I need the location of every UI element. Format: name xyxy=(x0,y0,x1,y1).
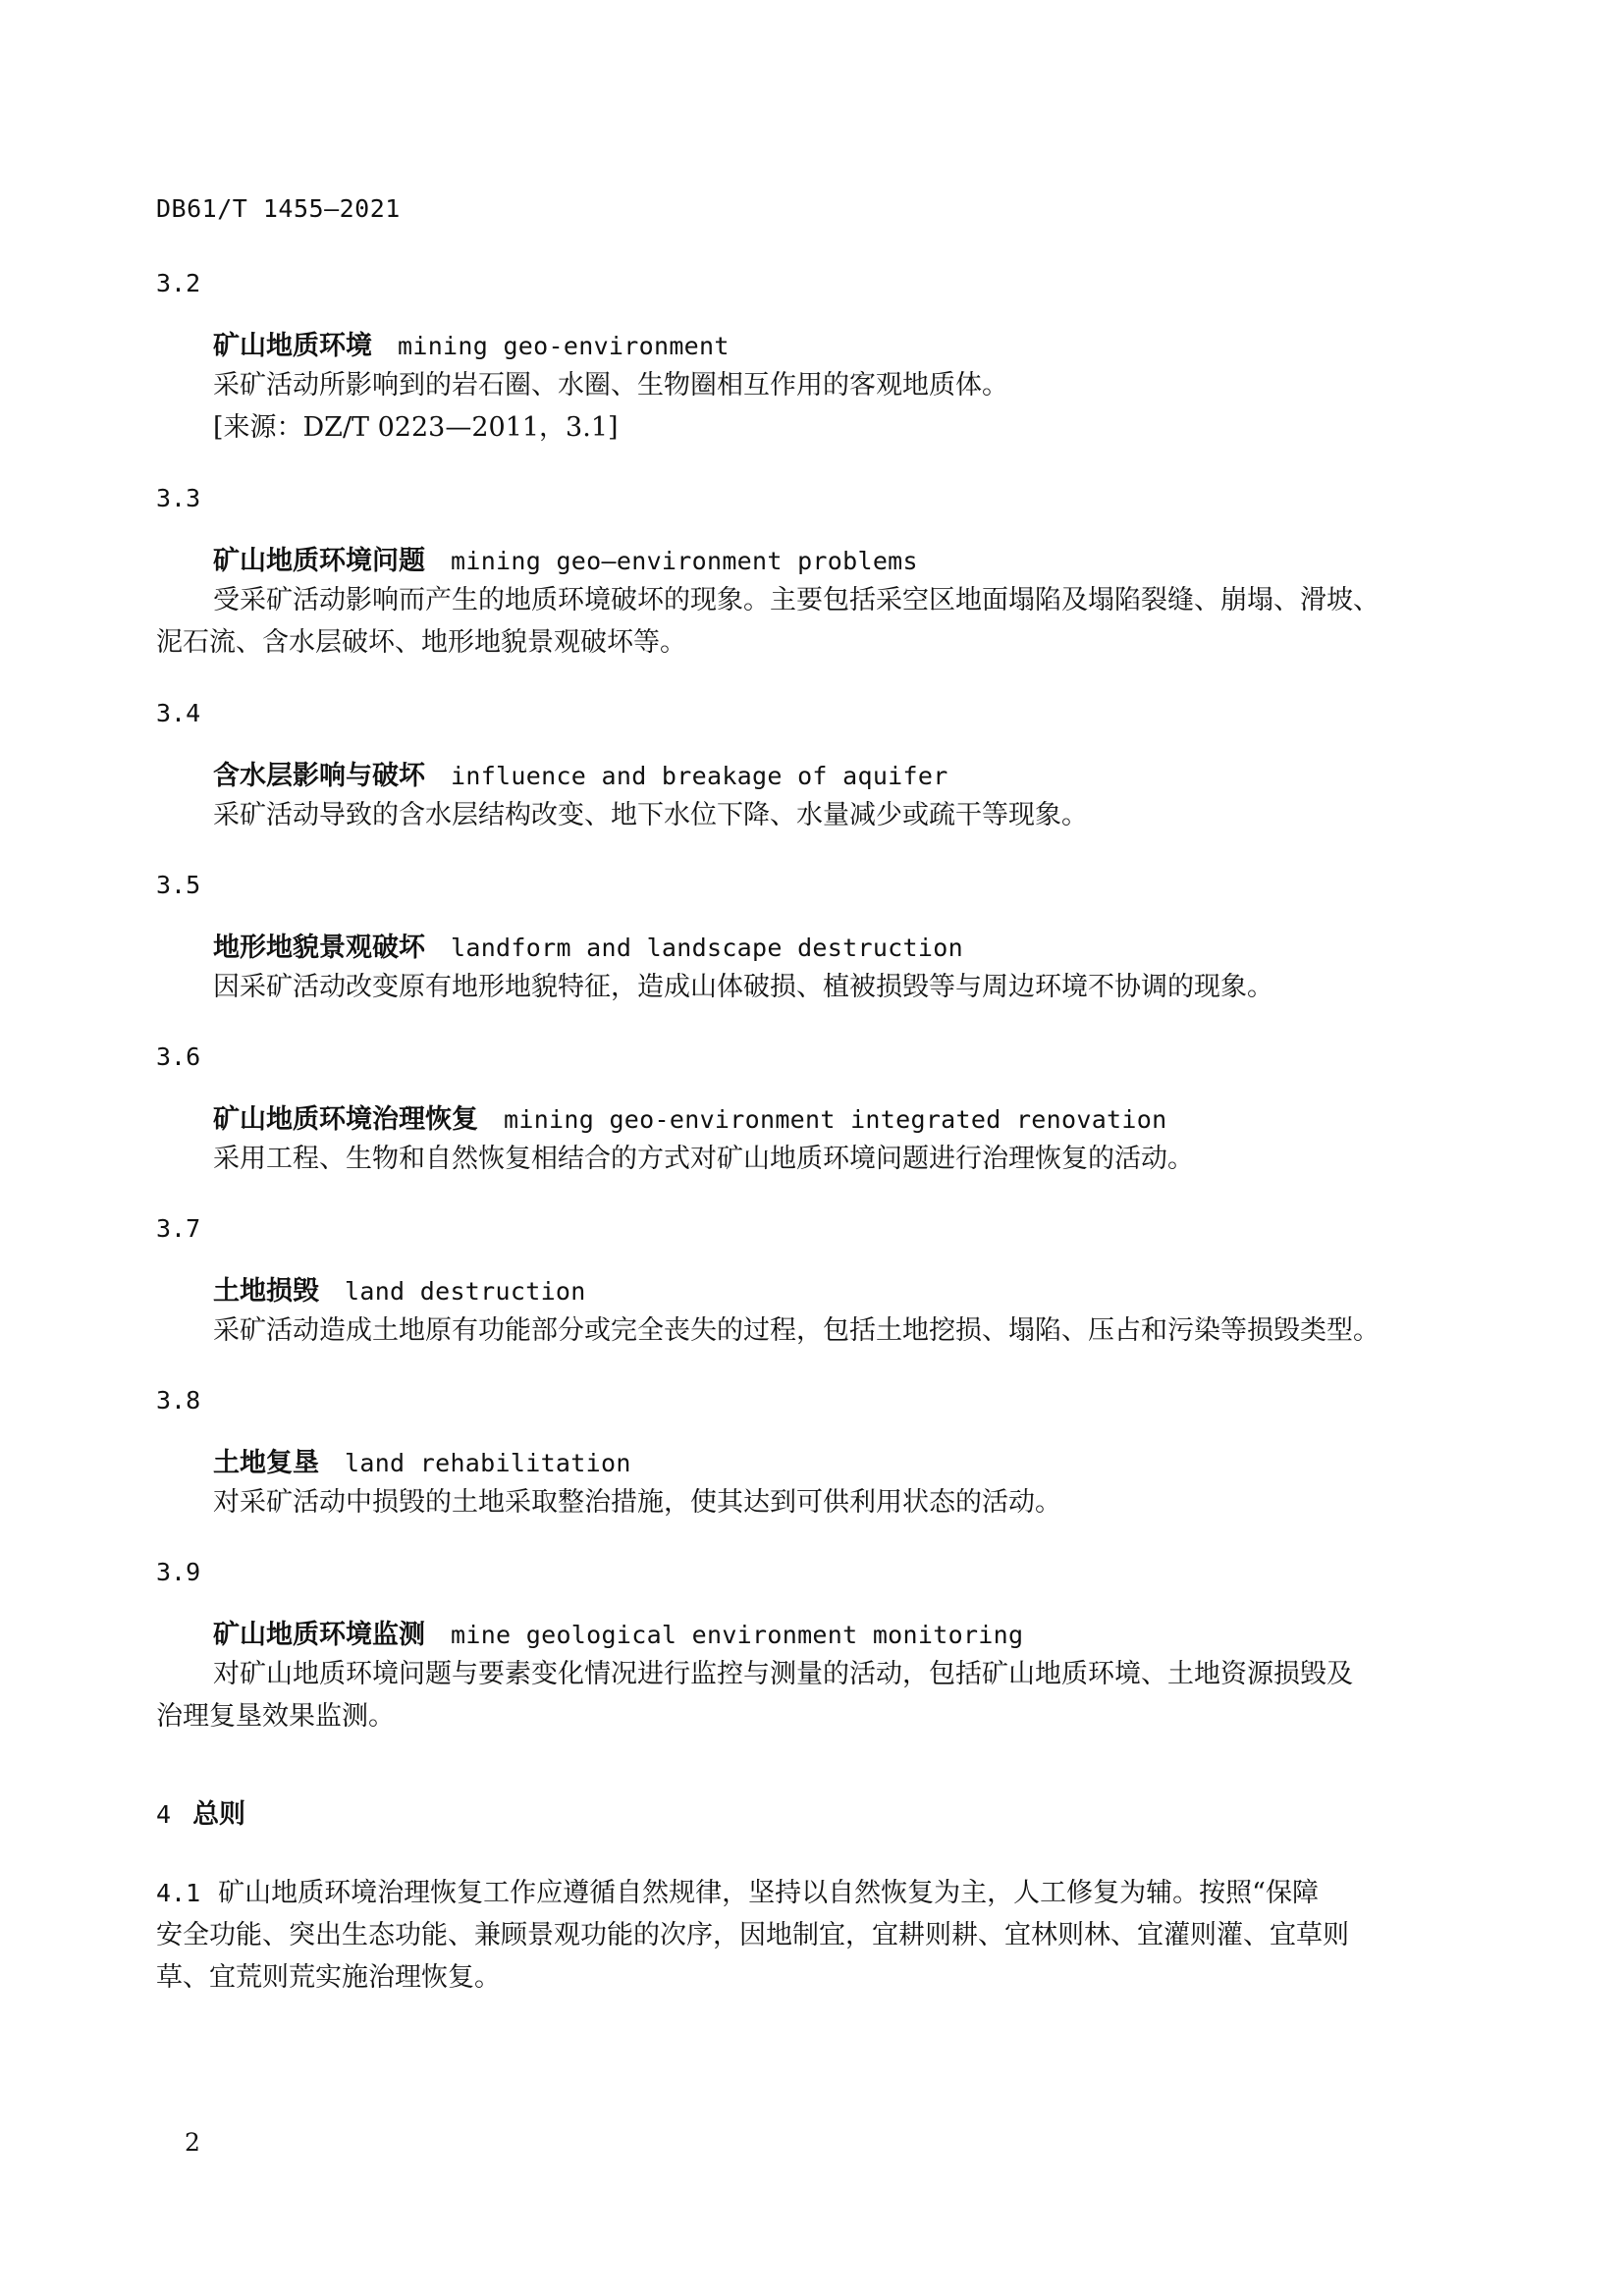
entry-number: 3.3 xyxy=(156,484,201,512)
entry-number: 3.2 xyxy=(156,269,201,297)
term-entry-3-5 xyxy=(156,869,1452,1008)
term-heading xyxy=(156,1274,1452,1309)
section-number: 4 xyxy=(156,1800,172,1829)
term-chinese: 含水层影响与破坏 xyxy=(213,761,425,791)
section-heading xyxy=(156,1792,245,1831)
term-english: influence and breakage of aquifer xyxy=(451,762,948,790)
term-definition xyxy=(156,364,1452,449)
term-entry-3-6 xyxy=(156,1041,1452,1180)
term-english: mining geo-environment integrated renovation xyxy=(504,1105,1167,1134)
term-heading xyxy=(156,1446,1452,1481)
section-title: 总则 xyxy=(192,1799,246,1830)
term-chinese: 矿山地质环境问题 xyxy=(213,546,425,576)
term-chinese: 矿山地质环境 xyxy=(213,331,372,361)
term-entry-3-7 xyxy=(156,1212,1452,1352)
term-definition xyxy=(156,579,1452,664)
clause-text: 矿山地质环境治理恢复工作应遵循自然规律，坚持以自然恢复为主，人工修复为辅。按照“保障 xyxy=(218,1878,1319,1908)
entry-number: 3.6 xyxy=(156,1042,201,1071)
clause-number: 4.1 xyxy=(156,1879,201,1907)
definition-line: 采矿活动所影响到的岩石圈、水圈、生物圈相互作用的客观地质体。 xyxy=(213,370,1008,400)
term-chinese: 土地损毁 xyxy=(213,1276,319,1307)
term-chinese: 矿山地质环境监测 xyxy=(213,1620,425,1650)
term-english: land rehabilitation xyxy=(345,1449,631,1477)
page-number: 2 xyxy=(185,2128,200,2157)
definition-source: [来源：DZ/T 0223—2011，3.1] xyxy=(213,412,619,443)
term-entry-3-4 xyxy=(156,697,1452,836)
clause-4-1 xyxy=(156,1872,1452,1999)
term-definition xyxy=(156,1653,1452,1737)
definition-line: 受采矿活动影响而产生的地质环境破坏的现象。主要包括采空区地面塌陷及塌陷裂缝、崩塌、滑坡、 xyxy=(213,585,1380,615)
term-entry-3-2 xyxy=(156,267,1452,449)
definition-line: 对采矿活动中损毁的土地采取整治措施，使其达到可供利用状态的活动。 xyxy=(213,1487,1061,1518)
entry-number: 3.8 xyxy=(156,1386,201,1415)
term-entry-3-8 xyxy=(156,1384,1452,1523)
term-entry-3-3 xyxy=(156,482,1452,664)
term-heading xyxy=(156,1102,1452,1138)
term-english: mining geo—environment problems xyxy=(451,547,918,575)
term-chinese: 矿山地质环境治理恢复 xyxy=(213,1104,478,1135)
definition-line: 治理复垦效果监测。 xyxy=(156,1701,395,1732)
entry-number: 3.4 xyxy=(156,699,201,727)
term-heading xyxy=(156,759,1452,794)
entry-number: 3.7 xyxy=(156,1214,201,1243)
entry-number: 3.5 xyxy=(156,871,201,899)
term-definition xyxy=(156,794,1452,836)
term-definition xyxy=(156,1309,1452,1352)
entry-number: 3.9 xyxy=(156,1558,201,1586)
definition-line: 泥石流、含水层破坏、地形地貌景观破坏等。 xyxy=(156,627,686,658)
term-entry-3-9 xyxy=(156,1556,1452,1737)
term-heading xyxy=(156,329,1452,364)
term-definition xyxy=(156,1481,1452,1523)
clause-line: 安全功能、突出生态功能、兼顾景观功能的次序，因地制宜，宜耕则耕、宜林则林、宜灌则灌、宜草则 xyxy=(156,1920,1349,1950)
term-heading xyxy=(156,931,1452,966)
term-heading xyxy=(156,544,1452,579)
term-english: landform and landscape destruction xyxy=(451,934,963,962)
term-definition xyxy=(156,966,1452,1008)
term-definition xyxy=(156,1138,1452,1180)
term-chinese: 地形地貌景观破坏 xyxy=(213,933,425,963)
clause-line xyxy=(156,1872,1452,1914)
definition-line: 采用工程、生物和自然恢复相结合的方式对矿山地质环境问题进行治理恢复的活动。 xyxy=(213,1144,1194,1174)
term-english: land destruction xyxy=(345,1277,586,1306)
term-english: mine geological environment monitoring xyxy=(451,1621,1024,1649)
definition-line: 对矿山地质环境问题与要素变化情况进行监控与测量的活动，包括矿山地质环境、土地资源损毁及 xyxy=(213,1659,1353,1689)
definition-line: 采矿活动导致的含水层结构改变、地下水位下降、水量减少或疏干等现象。 xyxy=(213,800,1088,830)
term-chinese: 土地复垦 xyxy=(213,1448,319,1478)
definition-line: 因采矿活动改变原有地形地貌特征，造成山体破损、植被损毁等与周边环境不协调的现象。 xyxy=(213,972,1273,1002)
term-heading xyxy=(156,1618,1452,1653)
definition-line: 采矿活动造成土地原有功能部分或完全丧失的过程，包括土地挖损、塌陷、压占和污染等损毁类型。 xyxy=(213,1315,1380,1346)
clause-line: 草、宜荒则荒实施治理恢复。 xyxy=(156,1962,501,1993)
term-english: mining geo-environment xyxy=(398,332,730,360)
document-code: DB61/T 1455—2021 xyxy=(156,194,401,223)
